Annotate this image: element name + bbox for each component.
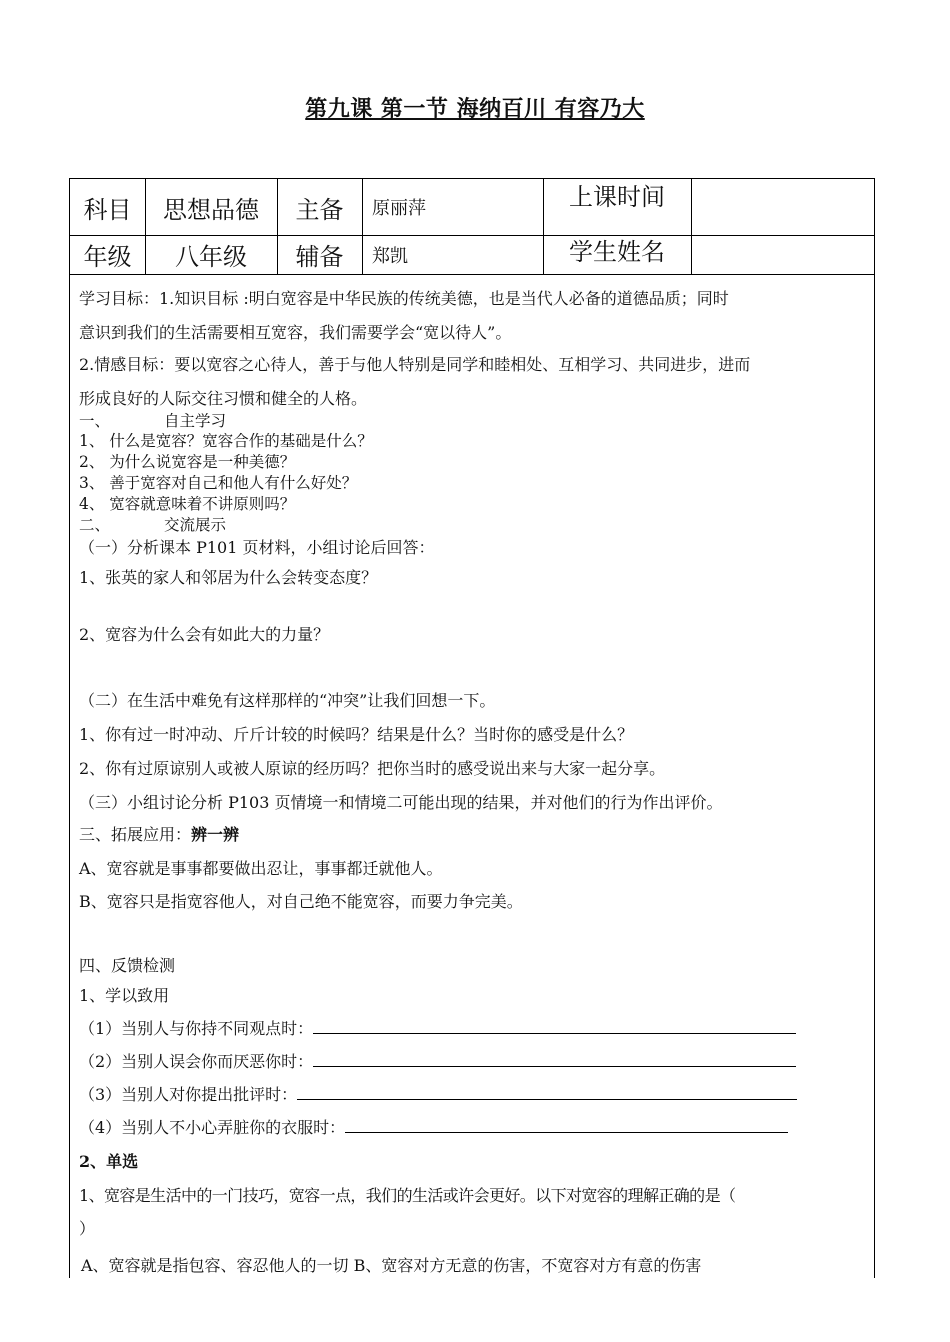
list-item: 3、 善于宽容对自己和他人有什么好处？ — [79, 474, 358, 492]
list-item: 1、 什么是宽容？宽容合作的基础是什么？ — [79, 432, 373, 450]
fill-item-label: （2）当别人误会你而厌恶你时： — [79, 1052, 314, 1071]
discussion-part-2: （二）在生活中难免有这样那样的“冲突”让我们回想一下。 — [79, 691, 496, 710]
section-number: 一、 — [79, 412, 111, 430]
subject-value: 思想品德 — [163, 195, 259, 224]
answer-blank[interactable] — [345, 1116, 788, 1133]
list-item: 1、张英的家人和邻居为什么会转变态度？ — [79, 568, 378, 587]
answer-blank[interactable] — [313, 1050, 796, 1067]
fill-item-label: （1）当别人与你持不同观点时： — [79, 1019, 314, 1038]
fill-item-label: （3）当别人对你提出批评时： — [79, 1085, 298, 1104]
learning-goal-knowledge-cont: 意识到我们的生活需要相互宽容，我们需要学会“宽以待人”。 — [79, 323, 512, 342]
section-title: 自主学习 — [164, 412, 227, 430]
main-prep-label: 主备 — [295, 195, 344, 224]
list-item: 2、宽容为什么会有如此大的力量？ — [79, 625, 330, 644]
assist-prep-label: 辅备 — [295, 243, 344, 271]
list-item: 2、你有过原谅别人或被人原谅的经历吗？把你当时的感受说出来与大家一起分享。 — [79, 759, 666, 778]
statement-a: A、宽容就是事事都要做出忍让，事事都迁就他人。 — [79, 859, 443, 878]
page-title: 第九课 第一节 海纳百川 有容乃大 — [305, 96, 645, 122]
question-1: 1、宽容是生活中的一门技巧，宽容一点，我们的生活或许会更好。以下对宽容的理解正确的是（ — [79, 1186, 736, 1205]
class-time-label: 上课时间 — [569, 182, 665, 211]
statement-b: B、宽容只是指宽容他人，对自己绝不能宽容，而要力争完美。 — [79, 892, 523, 911]
class-time-value[interactable] — [691, 179, 876, 235]
answer-blank[interactable] — [297, 1083, 797, 1100]
fill-item — [79, 1016, 796, 1039]
main-prep-value: 原丽萍 — [372, 198, 426, 219]
fill-item — [79, 1082, 797, 1105]
subject-label: 科目 — [83, 195, 132, 224]
student-name-value[interactable] — [691, 235, 876, 274]
section-feedback: 四、反馈检测 — [79, 956, 176, 975]
subsection-apply: 1、学以致用 — [79, 986, 170, 1005]
student-name-label: 学生姓名 — [569, 237, 665, 266]
section-number: 二、 — [79, 516, 111, 534]
list-item: 2、 为什么说宽容是一种美德？ — [79, 453, 296, 471]
learning-goal-knowledge: 学习目标：1.知识目标 :明白宽容是中华民族的传统美德，也是当代人必备的道德品质；同时 — [79, 289, 729, 308]
answer-blank[interactable] — [313, 1017, 796, 1034]
question-1-options: A、宽容就是指包容、容忍他人的一切 B、宽容对方无意的伤害，不宽容对方有意的伤害 — [81, 1256, 702, 1275]
section-heading: 三、拓展应用： — [79, 825, 192, 844]
fill-item — [79, 1115, 788, 1138]
section-extension — [79, 822, 239, 845]
grade-label: 年级 — [83, 243, 132, 271]
section-title: 交流展示 — [164, 516, 227, 534]
list-item: 1、你有过一时冲动、斤斤计较的时候吗？结果是什么？当时你的感受是什么？ — [79, 725, 634, 744]
fill-item — [79, 1049, 796, 1072]
grade-value: 八年级 — [175, 243, 247, 271]
fill-item-label: （4）当别人不小心弄脏你的衣服时： — [79, 1118, 346, 1137]
row-divider — [70, 274, 874, 275]
learning-goal-emotion-cont: 形成良好的人际交往习惯和健全的人格。 — [79, 389, 368, 408]
assist-prep-value: 郑凯 — [372, 245, 408, 267]
list-item: 4、 宽容就意味着不讲原则吗？ — [79, 495, 296, 513]
discussion-part-1: （一）分析课本 P101 页材料，小组讨论后回答： — [79, 538, 435, 557]
discussion-part-3: （三）小组讨论分析 P103 页情境一和情境二可能出现的结果，并对他们的行为作出评价。 — [79, 793, 723, 812]
learning-goal-emotion: 2.情感目标：要以宽容之心待人，善于与他人特别是同学和睦相处、互相学习、共同进步，进而 — [79, 355, 751, 374]
section-exchange — [79, 513, 226, 535]
section-heading-emphasis: 辨一辨 — [191, 825, 240, 844]
subsection-single-choice: 2、单选 — [79, 1152, 139, 1171]
section-self-study — [79, 409, 226, 431]
question-1-cont: ） — [79, 1219, 96, 1238]
